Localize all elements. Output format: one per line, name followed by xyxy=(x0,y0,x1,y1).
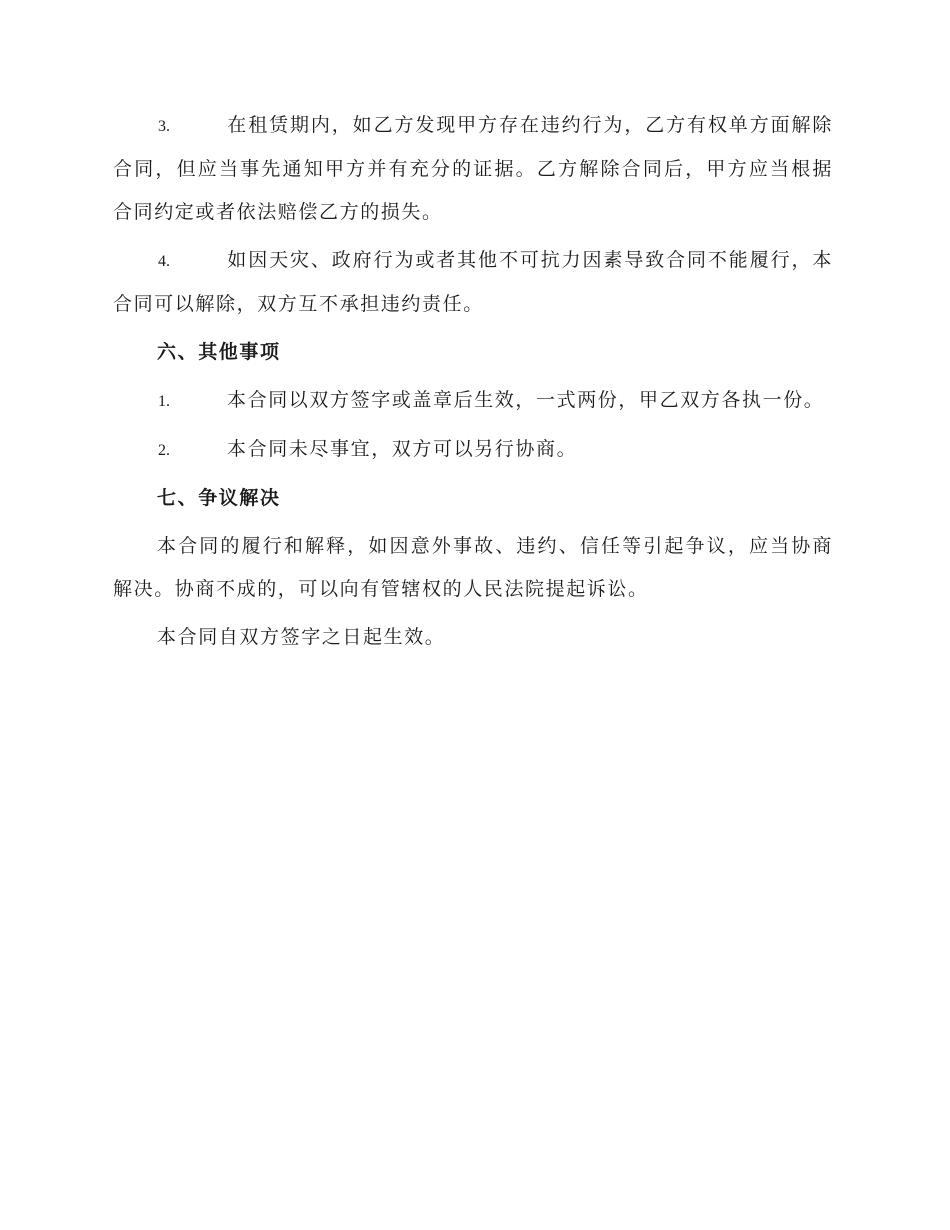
section-heading-dispute-resolution: 七、争议解决 xyxy=(157,487,281,509)
clause-item-1 xyxy=(113,379,833,423)
clause-text: 本合同未尽事宜，双方可以另行协商。 xyxy=(227,438,578,460)
clause-number: 1. xyxy=(158,393,170,410)
clause-item-2 xyxy=(113,428,833,472)
clause-item-4 xyxy=(113,239,833,326)
clause-item-3 xyxy=(113,104,833,234)
clause-text: 如因天灾、政府行为或者其他不可抗力因素导致合同不能履行，本合同可以解除，双方互不承担违约责任。 xyxy=(113,249,833,315)
closing-paragraph: 本合同自双方签字之日起生效。 xyxy=(157,626,446,648)
clause-number: 3. xyxy=(158,118,170,135)
clause-text: 本合同以双方签字或盖章后生效，一式两份，甲乙双方各执一份。 xyxy=(227,389,825,411)
clause-number: 4. xyxy=(158,253,170,270)
section-heading-other-matters: 六、其他事项 xyxy=(157,341,281,363)
document-body xyxy=(113,104,833,664)
clause-text: 在租赁期内，如乙方发现甲方存在违约行为，乙方有权单方面解除合同，但应当事先通知甲方并有充分的证据。乙方解除合同后，甲方应当根据合同约定或者依法赔偿乙方的损失。 xyxy=(113,114,833,223)
clause-number: 2. xyxy=(158,442,170,459)
dispute-paragraph: 本合同的履行和解释，如因意外事故、违约、信任等引起争议，应当协商解决。协商不成的，可以向有管辖权的人民法院提起诉讼。 xyxy=(113,535,833,600)
